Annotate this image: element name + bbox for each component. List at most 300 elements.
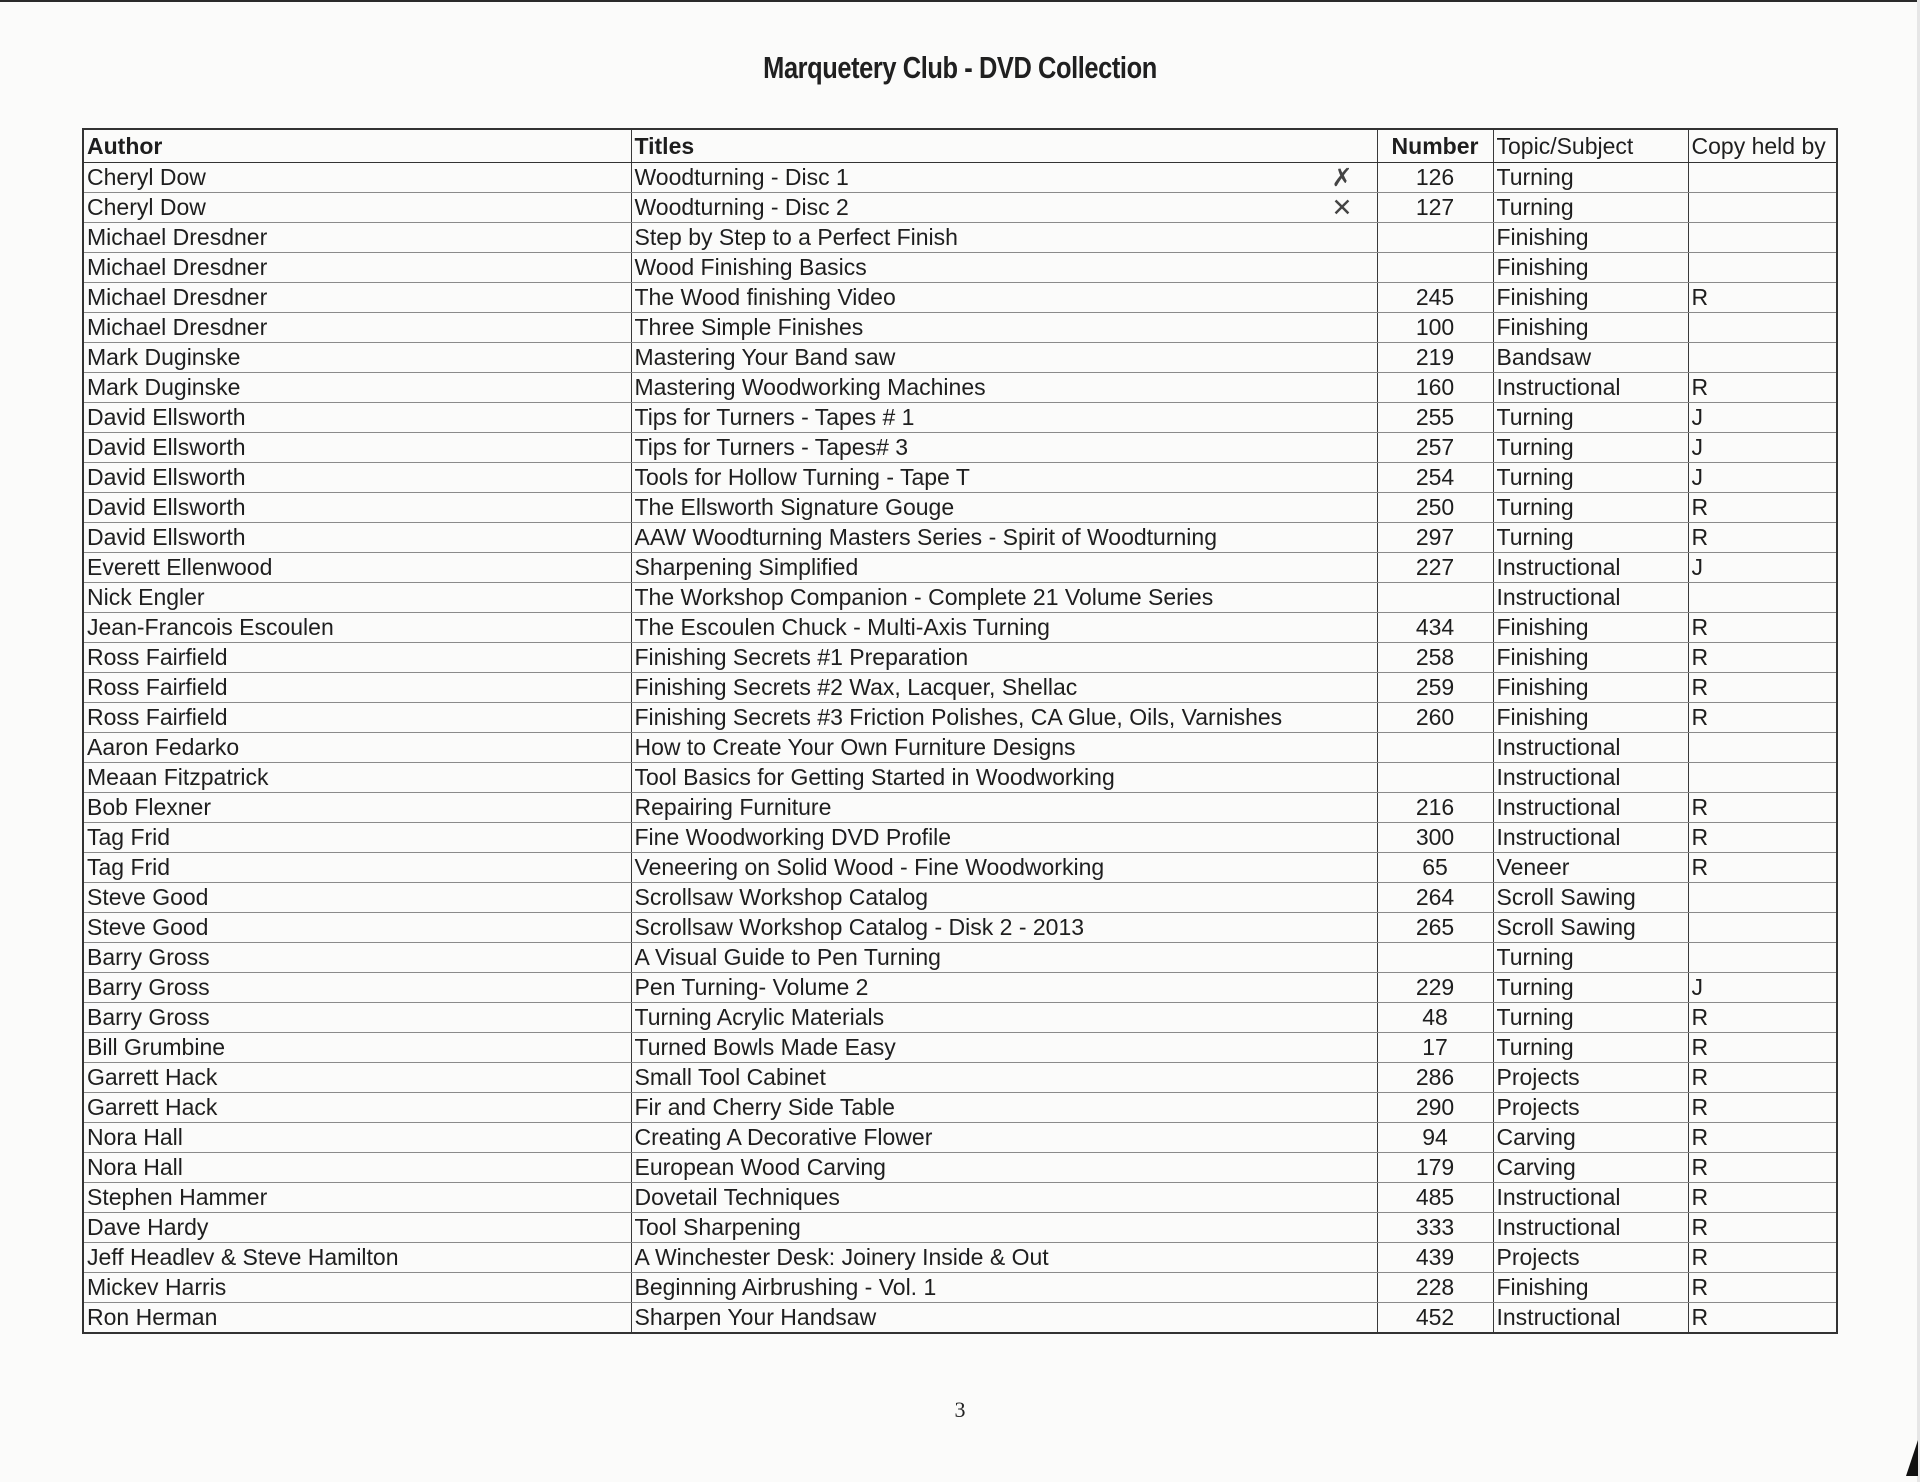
- table-row: [83, 493, 1837, 523]
- cell-title: [631, 1303, 1377, 1334]
- cell-author: [83, 343, 631, 373]
- cell-topic-text: Turning: [1496, 974, 1574, 1000]
- cell-topic-text: Finishing: [1496, 224, 1589, 250]
- cell-topic-text: Instructional: [1496, 374, 1621, 400]
- table-row: [83, 193, 1837, 223]
- cell-topic: [1493, 163, 1688, 193]
- cell-number: [1377, 523, 1493, 553]
- cell-author-text: Michael Dresdner: [87, 254, 268, 280]
- cell-topic: [1493, 1003, 1688, 1033]
- cell-topic-text: Veneer: [1496, 854, 1570, 880]
- cell-copy-held-by: [1688, 943, 1837, 973]
- cell-title: [631, 673, 1377, 703]
- cell-number: [1377, 253, 1493, 283]
- table-row: [83, 673, 1837, 703]
- table-row: [83, 1213, 1837, 1243]
- table-row: [83, 1243, 1837, 1273]
- cell-number: [1377, 583, 1493, 613]
- cell-number: [1377, 943, 1493, 973]
- cell-title-text: Scrollsaw Workshop Catalog: [634, 884, 929, 910]
- cell-author: [83, 253, 631, 283]
- table-row: [83, 313, 1837, 343]
- cell-copy-held-by-text: R: [1691, 284, 1709, 310]
- cell-number-text: 94: [1422, 1124, 1448, 1150]
- cell-title: [631, 253, 1377, 283]
- cell-copy-held-by: [1688, 1273, 1837, 1303]
- cell-author-text: Steve Good: [87, 884, 209, 910]
- cell-title: [631, 823, 1377, 853]
- cell-author: [83, 403, 631, 433]
- cell-topic: [1493, 433, 1688, 463]
- cell-title-text: Fir and Cherry Side Table: [634, 1094, 895, 1120]
- cell-topic-text: Projects: [1496, 1064, 1580, 1090]
- table-row: [83, 463, 1837, 493]
- cell-topic-text: Turning: [1496, 494, 1574, 520]
- cell-title: [631, 343, 1377, 373]
- cell-title: [631, 283, 1377, 313]
- cell-title-text: Tips for Turners - Tapes # 1: [634, 404, 915, 430]
- cell-author-text: David Ellsworth: [87, 404, 246, 430]
- cell-author: [83, 493, 631, 523]
- cell-topic: [1493, 343, 1688, 373]
- cell-topic-text: Finishing: [1496, 314, 1589, 340]
- cell-number-text: 265: [1415, 914, 1455, 940]
- cell-copy-held-by-text: R: [1691, 1244, 1709, 1270]
- cell-copy-held-by: [1688, 583, 1837, 613]
- cell-number: [1377, 1213, 1493, 1243]
- cell-title: [631, 793, 1377, 823]
- cell-author-text: Michael Dresdner: [87, 314, 268, 340]
- cell-number-text: 229: [1415, 974, 1455, 1000]
- table-row: [83, 1093, 1837, 1123]
- cell-topic-text: Scroll Sawing: [1496, 914, 1636, 940]
- cell-copy-held-by: [1688, 313, 1837, 343]
- table-row: [83, 853, 1837, 883]
- cell-author-text: Everett Ellenwood: [87, 554, 273, 580]
- cell-author-text: Barry Gross: [87, 974, 210, 1000]
- cell-author-text: Mickev Harris: [87, 1274, 227, 1300]
- cell-topic-text: Instructional: [1496, 1214, 1621, 1240]
- cell-author: [83, 853, 631, 883]
- cell-number: [1377, 373, 1493, 403]
- cell-copy-held-by: [1688, 283, 1837, 313]
- cell-title-text: Beginning Airbrushing - Vol. 1: [634, 1274, 937, 1300]
- table-row: [83, 943, 1837, 973]
- cell-title: [631, 1093, 1377, 1123]
- cell-author-text: Cheryl Dow: [87, 194, 206, 220]
- cell-title: [631, 463, 1377, 493]
- cell-topic: [1493, 943, 1688, 973]
- cell-author: [83, 1213, 631, 1243]
- cell-author: [83, 1003, 631, 1033]
- cell-topic-text: Instructional: [1496, 824, 1621, 850]
- cell-copy-held-by-text: R: [1691, 524, 1709, 550]
- table-row: [83, 583, 1837, 613]
- cell-copy-held-by: [1688, 793, 1837, 823]
- cell-author-text: Nora Hall: [87, 1124, 183, 1150]
- cell-topic: [1493, 583, 1688, 613]
- cell-topic: [1493, 1273, 1688, 1303]
- cell-author: [83, 613, 631, 643]
- cell-title-text: Finishing Secrets #1 Preparation: [634, 644, 969, 670]
- cell-title-text: Step by Step to a Perfect Finish: [634, 224, 958, 250]
- cell-topic-text: Turning: [1496, 944, 1574, 970]
- cell-number-text: 434: [1415, 614, 1455, 640]
- cell-title-text: Fine Woodworking DVD Profile: [634, 824, 952, 850]
- cell-copy-held-by: [1688, 703, 1837, 733]
- cell-author-text: Barry Gross: [87, 1004, 210, 1030]
- cell-number: [1377, 793, 1493, 823]
- cell-author: [83, 283, 631, 313]
- cell-copy-held-by-text: J: [1691, 464, 1703, 490]
- cell-copy-held-by: [1688, 1153, 1837, 1183]
- cell-title: [631, 523, 1377, 553]
- cell-author-text: Aaron Fedarko: [87, 734, 240, 760]
- cell-title-text: A Winchester Desk: Joinery Inside & Out: [634, 1244, 1049, 1270]
- table-row: [83, 973, 1837, 1003]
- cell-author: [83, 163, 631, 193]
- cell-topic: [1493, 493, 1688, 523]
- cell-number: [1377, 1003, 1493, 1033]
- cell-author-text: David Ellsworth: [87, 464, 246, 490]
- cell-number-text: 290: [1415, 1094, 1455, 1120]
- cell-number-text: 333: [1415, 1214, 1455, 1240]
- cell-topic: [1493, 1093, 1688, 1123]
- cell-author: [83, 1063, 631, 1093]
- table-row: [83, 1273, 1837, 1303]
- cell-copy-held-by-text: J: [1691, 554, 1703, 580]
- cell-title-text: The Wood finishing Video: [634, 284, 896, 310]
- cell-copy-held-by: [1688, 223, 1837, 253]
- cell-title: [631, 1243, 1377, 1273]
- cell-copy-held-by-text: R: [1691, 1034, 1709, 1060]
- cell-topic-text: Projects: [1496, 1094, 1580, 1120]
- cell-author: [83, 913, 631, 943]
- cell-topic: [1493, 373, 1688, 403]
- header-copy-held-by: Copy held by: [1688, 129, 1837, 163]
- table-body: [83, 163, 1837, 1334]
- cell-topic: [1493, 823, 1688, 853]
- cell-copy-held-by: [1688, 733, 1837, 763]
- cell-topic-text: Bandsaw: [1496, 344, 1592, 370]
- cell-topic-text: Instructional: [1496, 554, 1621, 580]
- cell-copy-held-by: [1688, 553, 1837, 583]
- table-header-row: [83, 129, 1837, 163]
- handwritten-x-mark: ✗: [1331, 163, 1353, 192]
- cell-topic: [1493, 223, 1688, 253]
- cell-number-text: 257: [1415, 434, 1455, 460]
- cell-title-text: Finishing Secrets #3 Friction Polishes, CA Glue, Oils, Varnishes: [634, 704, 1283, 730]
- cell-copy-held-by-text: R: [1691, 674, 1709, 700]
- cell-title-text: Veneering on Solid Wood - Fine Woodworking: [634, 854, 1105, 880]
- cell-author: [83, 793, 631, 823]
- cell-number: [1377, 283, 1493, 313]
- cell-number-text: 228: [1415, 1274, 1455, 1300]
- cell-title-text: Small Tool Cabinet: [634, 1064, 826, 1090]
- cell-author: [83, 763, 631, 793]
- cell-number: [1377, 553, 1493, 583]
- cell-title-text: Sharpening Simplified: [634, 554, 859, 580]
- cell-number-text: 227: [1415, 554, 1455, 580]
- cell-topic-text: Turning: [1496, 1004, 1574, 1030]
- cell-author: [83, 973, 631, 1003]
- cell-topic: [1493, 793, 1688, 823]
- cell-title-text: AAW Woodturning Masters Series - Spirit of Woodturning: [634, 524, 1217, 550]
- cell-author-text: Nora Hall: [87, 1154, 183, 1180]
- cell-author-text: Stephen Hammer: [87, 1184, 268, 1210]
- cell-copy-held-by: [1688, 883, 1837, 913]
- cell-number-text: 245: [1415, 284, 1455, 310]
- cell-author-text: Tag Frid: [87, 824, 171, 850]
- cell-topic: [1493, 613, 1688, 643]
- table-row: [83, 763, 1837, 793]
- cell-title: [631, 403, 1377, 433]
- cell-title-text: Scrollsaw Workshop Catalog - Disk 2 - 2013: [634, 914, 1085, 940]
- cell-topic-text: Scroll Sawing: [1496, 884, 1636, 910]
- cell-topic: [1493, 1183, 1688, 1213]
- cell-topic-text: Instructional: [1496, 1184, 1621, 1210]
- cell-copy-held-by-text: R: [1691, 1064, 1709, 1090]
- cell-title: [631, 1213, 1377, 1243]
- cell-author: [83, 523, 631, 553]
- cell-topic: [1493, 403, 1688, 433]
- cell-topic: [1493, 523, 1688, 553]
- cell-topic-text: Turning: [1496, 434, 1574, 460]
- cell-copy-held-by: [1688, 1003, 1837, 1033]
- cell-copy-held-by: [1688, 643, 1837, 673]
- cell-title: [631, 553, 1377, 583]
- cell-number-text: 48: [1422, 1004, 1448, 1030]
- cell-title: [631, 223, 1377, 253]
- cell-number: [1377, 763, 1493, 793]
- cell-copy-held-by: [1688, 1183, 1837, 1213]
- cell-author: [83, 1123, 631, 1153]
- table-row: [83, 733, 1837, 763]
- cell-title: [631, 193, 1377, 223]
- cell-author-text: David Ellsworth: [87, 494, 246, 520]
- cell-number-text: 65: [1422, 854, 1448, 880]
- cell-copy-held-by: [1688, 403, 1837, 433]
- cell-author: [83, 583, 631, 613]
- cell-number-text: 126: [1415, 164, 1455, 190]
- cell-copy-held-by-text: R: [1691, 1004, 1709, 1030]
- cell-topic-text: Finishing: [1496, 644, 1589, 670]
- cell-author: [83, 373, 631, 403]
- cell-copy-held-by: [1688, 433, 1837, 463]
- cell-title: [631, 493, 1377, 523]
- cell-topic-text: Instructional: [1496, 764, 1621, 790]
- header-number: Number: [1377, 129, 1493, 163]
- cell-number: [1377, 1033, 1493, 1063]
- cell-copy-held-by: [1688, 853, 1837, 883]
- cell-number: [1377, 163, 1493, 193]
- cell-topic-text: Finishing: [1496, 284, 1589, 310]
- cell-topic: [1493, 193, 1688, 223]
- cell-number: [1377, 223, 1493, 253]
- cell-topic: [1493, 1123, 1688, 1153]
- cell-title-text: Sharpen Your Handsaw: [634, 1304, 877, 1330]
- cell-title: [631, 1063, 1377, 1093]
- cell-title-text: The Workshop Companion - Complete 21 Volume Series: [634, 584, 1214, 610]
- cell-number: [1377, 1303, 1493, 1334]
- cell-title: [631, 313, 1377, 343]
- cell-copy-held-by-text: R: [1691, 1274, 1709, 1300]
- cell-number: [1377, 703, 1493, 733]
- cell-title: [631, 163, 1377, 193]
- cell-number-text: 452: [1415, 1304, 1455, 1330]
- cell-topic-text: Turning: [1496, 194, 1574, 220]
- cell-title: [631, 583, 1377, 613]
- cell-number: [1377, 673, 1493, 703]
- table-row: [83, 433, 1837, 463]
- cell-topic-text: Carving: [1496, 1124, 1576, 1150]
- cell-title-text: Woodturning - Disc 1: [634, 164, 849, 190]
- cell-topic: [1493, 913, 1688, 943]
- cell-author-text: Steve Good: [87, 914, 209, 940]
- cell-number-text: 259: [1415, 674, 1455, 700]
- cell-title-text: Turned Bowls Made Easy: [634, 1034, 896, 1060]
- cell-topic-text: Finishing: [1496, 674, 1589, 700]
- table-row: [83, 223, 1837, 253]
- cell-number: [1377, 853, 1493, 883]
- cell-author-text: Michael Dresdner: [87, 224, 268, 250]
- cell-author: [83, 1273, 631, 1303]
- table-row: [83, 823, 1837, 853]
- cell-author: [83, 673, 631, 703]
- header-titles: Titles: [631, 129, 1377, 163]
- cell-copy-held-by-text: R: [1691, 1184, 1709, 1210]
- cell-title-text: Mastering Your Band saw: [634, 344, 896, 370]
- cell-title-text: The Ellsworth Signature Gouge: [634, 494, 955, 520]
- cell-topic-text: Turning: [1496, 404, 1574, 430]
- cell-copy-held-by-text: R: [1691, 1124, 1709, 1150]
- cell-copy-held-by: [1688, 523, 1837, 553]
- cell-number-text: 485: [1415, 1184, 1455, 1210]
- cell-author: [83, 433, 631, 463]
- cell-author: [83, 703, 631, 733]
- cell-number-text: 260: [1415, 704, 1455, 730]
- cell-title: [631, 763, 1377, 793]
- cell-author-text: Ross Fairfield: [87, 704, 228, 730]
- cell-copy-held-by-text: R: [1691, 824, 1709, 850]
- cell-title: [631, 643, 1377, 673]
- cell-topic-text: Projects: [1496, 1244, 1580, 1270]
- table-row: [83, 1183, 1837, 1213]
- cell-topic: [1493, 643, 1688, 673]
- cell-title-text: Tool Basics for Getting Started in Woodworking: [634, 764, 1115, 790]
- cell-copy-held-by: [1688, 163, 1837, 193]
- cell-number: [1377, 1273, 1493, 1303]
- cell-title: [631, 913, 1377, 943]
- cell-number: [1377, 1123, 1493, 1153]
- cell-author-text: Bob Flexner: [87, 794, 212, 820]
- cell-topic: [1493, 1063, 1688, 1093]
- cell-topic: [1493, 283, 1688, 313]
- cell-author: [83, 553, 631, 583]
- table-row: [83, 1153, 1837, 1183]
- cell-title-text: European Wood Carving: [634, 1154, 886, 1180]
- cell-title-text: Tips for Turners - Tapes# 3: [634, 434, 909, 460]
- cell-title-text: A Visual Guide to Pen Turning: [634, 944, 941, 970]
- cell-number: [1377, 1183, 1493, 1213]
- cell-author: [83, 1303, 631, 1334]
- cell-number: [1377, 433, 1493, 463]
- handwritten-x-mark: ✕: [1331, 193, 1353, 222]
- cell-author-text: Tag Frid: [87, 854, 171, 880]
- cell-number-text: 216: [1415, 794, 1455, 820]
- cell-number-text: 258: [1415, 644, 1455, 670]
- cell-number: [1377, 823, 1493, 853]
- cell-title: [631, 373, 1377, 403]
- cell-number-text: 160: [1415, 374, 1455, 400]
- cell-author: [83, 883, 631, 913]
- cell-topic-text: Carving: [1496, 1154, 1576, 1180]
- cell-copy-held-by-text: R: [1691, 1154, 1709, 1180]
- cell-number: [1377, 1243, 1493, 1273]
- cell-copy-held-by-text: R: [1691, 1304, 1709, 1330]
- cell-topic: [1493, 1033, 1688, 1063]
- cell-title-text: Three Simple Finishes: [634, 314, 864, 340]
- cell-copy-held-by-text: R: [1691, 794, 1709, 820]
- dvd-table: [82, 128, 1838, 1334]
- cell-number: [1377, 913, 1493, 943]
- cell-author-text: Ron Herman: [87, 1304, 218, 1330]
- cell-topic: [1493, 253, 1688, 283]
- page-title: Marquetery Club - DVD Collection: [763, 50, 1157, 85]
- cell-number: [1377, 883, 1493, 913]
- cell-number: [1377, 1153, 1493, 1183]
- cell-number: [1377, 643, 1493, 673]
- cell-author-text: Jeff Headlev & Steve Hamilton: [87, 1244, 399, 1270]
- cell-title-text: How to Create Your Own Furniture Designs: [634, 734, 1076, 760]
- cell-number-text: 254: [1415, 464, 1455, 490]
- cell-number: [1377, 193, 1493, 223]
- cell-author: [83, 1153, 631, 1183]
- cell-title: [631, 853, 1377, 883]
- cell-copy-held-by: [1688, 973, 1837, 1003]
- cell-copy-held-by: [1688, 463, 1837, 493]
- cell-author-text: Michael Dresdner: [87, 284, 268, 310]
- cell-copy-held-by: [1688, 253, 1837, 283]
- cell-author: [83, 1243, 631, 1273]
- cell-title: [631, 613, 1377, 643]
- cell-topic-text: Turning: [1496, 164, 1574, 190]
- table-row: [83, 1033, 1837, 1063]
- cell-number: [1377, 1093, 1493, 1123]
- table-row: [83, 793, 1837, 823]
- cell-author-text: Garrett Hack: [87, 1064, 218, 1090]
- cell-topic: [1493, 733, 1688, 763]
- cell-copy-held-by: [1688, 1123, 1837, 1153]
- cell-author-text: Bill Grumbine: [87, 1034, 226, 1060]
- cell-copy-held-by: [1688, 1033, 1837, 1063]
- cell-title-text: The Escoulen Chuck - Multi-Axis Turning: [634, 614, 1050, 640]
- table-row: [83, 1063, 1837, 1093]
- cell-title-text: Wood Finishing Basics: [634, 254, 867, 280]
- cell-copy-held-by: [1688, 493, 1837, 523]
- cell-topic: [1493, 553, 1688, 583]
- scan-corner-mark: [1906, 1440, 1918, 1476]
- table-row: [83, 883, 1837, 913]
- cell-topic: [1493, 853, 1688, 883]
- cell-topic-text: Instructional: [1496, 794, 1621, 820]
- cell-title: [631, 883, 1377, 913]
- cell-title: [631, 703, 1377, 733]
- cell-title-text: Turning Acrylic Materials: [634, 1004, 885, 1030]
- cell-copy-held-by: [1688, 343, 1837, 373]
- cell-author-text: Ross Fairfield: [87, 644, 228, 670]
- table-row: [83, 913, 1837, 943]
